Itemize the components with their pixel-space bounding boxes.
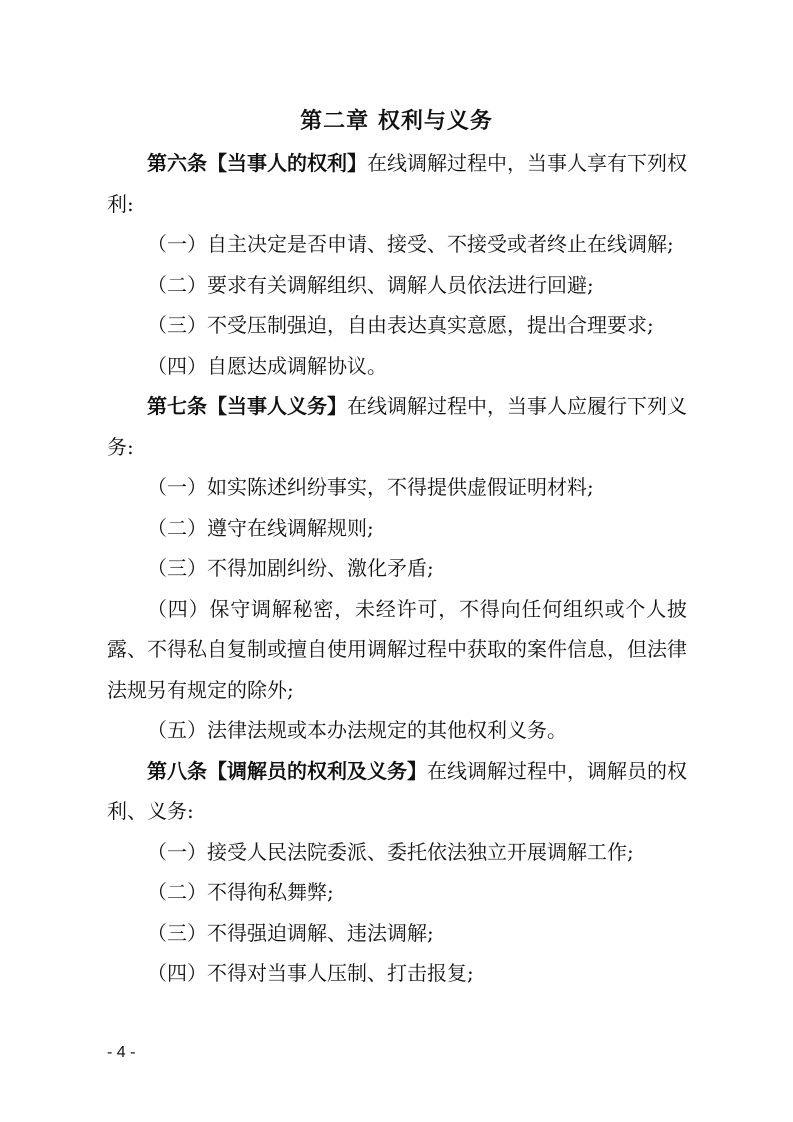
article-6-item-2: （二）要求有关调解组织、调解人员依法进行回避;: [147, 272, 594, 297]
article-6-item-1: （一）自主决定是否申请、接受、不接受或者终止在线调解;: [147, 232, 674, 256]
article-6-intro-text: 在线调解过程中，当事人享有下列权利:: [107, 151, 687, 216]
article-8-item-2: （二）不得徇私舞弊;: [147, 880, 334, 904]
article-8-item-3: （三）不得强迫调解、违法调解;: [147, 920, 434, 945]
article-7-item-3: （三）不得加剧纠纷、激化矛盾;: [147, 556, 434, 580]
article-8-intro-text: 在线调解过程中，调解员的权利、义务:: [107, 758, 687, 823]
article-6-heading: 第六条【当事人的权利】: [147, 151, 367, 175]
chapter-title: 第二章 权利与义务: [300, 109, 493, 134]
article-7-intro: [107, 386, 687, 467]
article-7-heading: 第七条【当事人义务】: [147, 394, 347, 418]
article-8-item-1: （一）接受人民法院委派、委托依法独立开展调解工作;: [147, 839, 634, 864]
article-6-item-4: （四）自愿达成调解协议。: [147, 353, 387, 378]
article-7-item-5: （五）法律法规或本办法规定的其他权利义务。: [147, 718, 567, 742]
document-body: [107, 143, 687, 994]
article-6-intro: [107, 143, 687, 224]
article-8-item-4: （四）不得对当事人压制、打击报复;: [147, 961, 474, 985]
page-number: - 4 -: [107, 1044, 136, 1061]
article-7-item-1: （一）如实陈述纠纷事实，不得提供虚假证明材料;: [147, 475, 594, 499]
article-7-intro-text: 在线调解过程中，当事人应履行下列义务:: [107, 394, 687, 459]
article-8-heading: 第八条【调解员的权利及义务】: [147, 758, 427, 783]
article-7-item-2: （二）遵守在线调解规则;: [147, 515, 374, 540]
article-8-intro: [107, 751, 687, 832]
article-7-item-4: （四）保守调解秘密，未经许可，不得向任何组织或个人披露、不得私自复制或擅自使用调解过程中获取的案件信息，但法律法规另有规定的除外;: [107, 596, 687, 702]
article-6-item-3: （三）不受压制强迫，自由表达真实意愿，提出合理要求;: [147, 313, 654, 337]
